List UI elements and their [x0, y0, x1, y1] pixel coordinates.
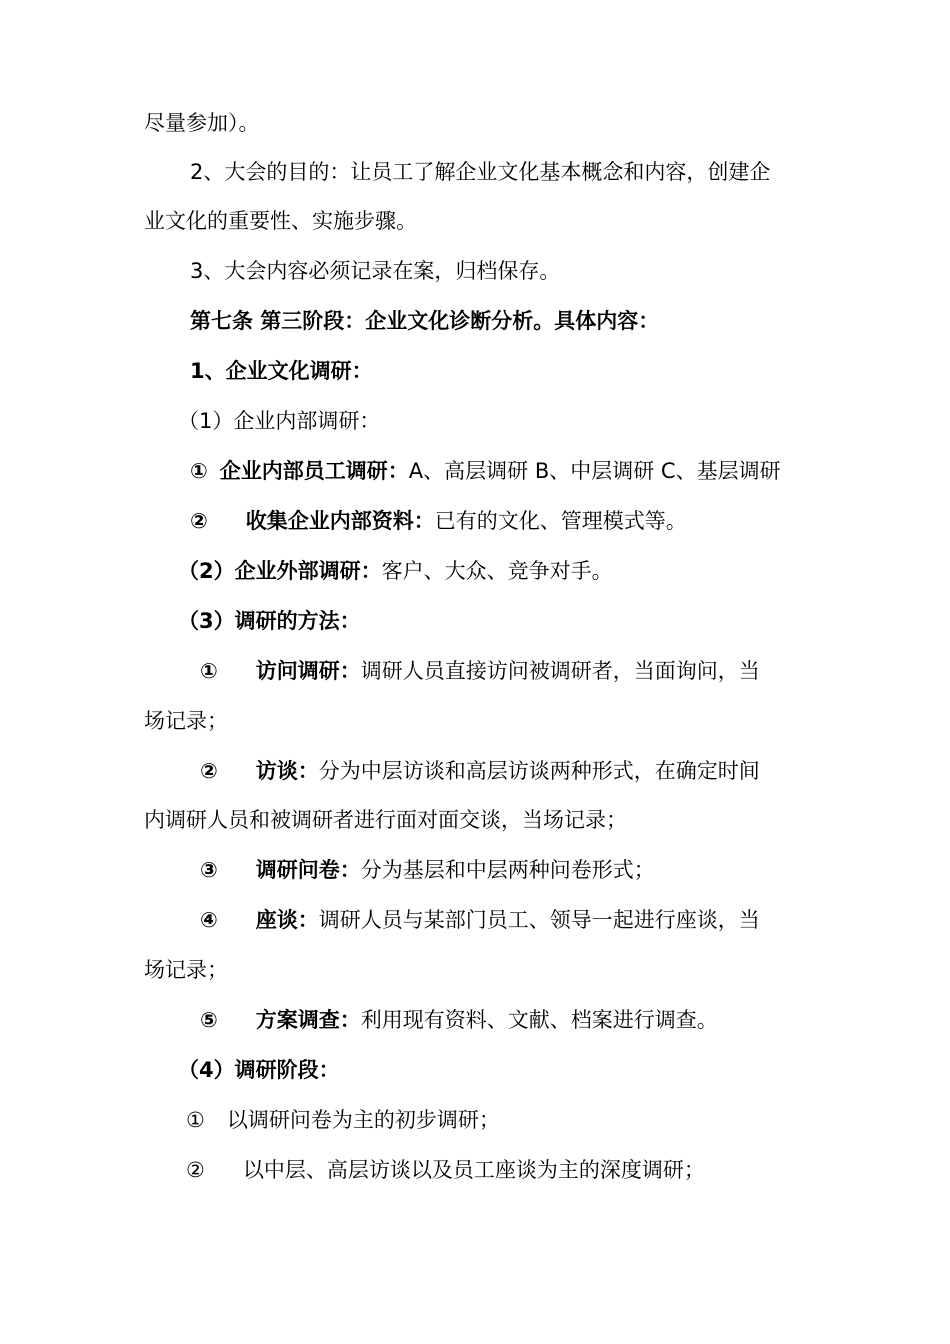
- list-marker: ②: [200, 759, 218, 783]
- item-label: 企业内部员工调研：: [219, 459, 409, 483]
- list-item: [190, 456, 810, 486]
- paragraph-line: 3、大会内容必须记录在案，归档保存。: [190, 259, 561, 283]
- list-marker: ⑤: [200, 1008, 218, 1032]
- item-label: 访问调研：: [255, 659, 361, 683]
- subsection-heading: （3）调研的方法：: [178, 609, 361, 633]
- item-label: 方案调查：: [255, 1008, 361, 1032]
- list-item: [178, 556, 810, 586]
- list-item: [190, 506, 810, 536]
- list-marker: ②: [190, 509, 208, 533]
- paragraph-line: 场记录；: [144, 709, 228, 733]
- paragraph-line: 业文化的重要性、实施步骤。: [144, 209, 417, 233]
- item-text: 分为中层访谈和高层访谈两种形式，在确定时间: [318, 759, 760, 783]
- list-marker: ①: [190, 459, 208, 483]
- paragraph-line: 2、大会的目的：让员工了解企业文化基本概念和内容，创建企: [190, 160, 771, 184]
- item-label: 调研问卷：: [255, 858, 361, 882]
- item-text: A、高层调研 B、中层调研 C、基层调研: [408, 459, 781, 483]
- list-marker: ③: [200, 858, 218, 882]
- list-item: [200, 905, 810, 935]
- item-text: 调研人员直接访问被调研者，当面询问，当: [360, 659, 760, 683]
- section-heading: 第七条 第三阶段：企业文化诊断分析。具体内容：: [190, 309, 660, 333]
- item-text: 调研人员与某部门员工、领导一起进行座谈，当: [318, 908, 760, 932]
- list-item: [200, 855, 810, 885]
- paragraph-line: 场记录；: [144, 958, 228, 982]
- item-text: 以调研问卷为主的初步调研；: [226, 1108, 500, 1132]
- item-label: 座谈：: [255, 908, 319, 932]
- paragraph-line: （1）企业内部调研：: [178, 409, 381, 433]
- list-marker: ④: [200, 908, 218, 932]
- item-text: 已有的文化、管理模式等。: [434, 509, 687, 533]
- list-item: [186, 1105, 810, 1135]
- list-marker: ②: [186, 1158, 205, 1182]
- list-item: [200, 1005, 810, 1035]
- list-marker: ①: [186, 1108, 205, 1132]
- list-item: [200, 756, 810, 786]
- item-text: 客户、大众、竞争对手。: [381, 559, 613, 583]
- item-text: 以中层、高层访谈以及员工座谈为主的深度调研；: [242, 1158, 705, 1182]
- subsection-heading: （4）调研阶段：: [178, 1058, 340, 1082]
- paragraph-line: 尽量参加）。: [144, 111, 260, 135]
- list-item: [186, 1155, 810, 1185]
- item-label: （2）企业外部调研：: [178, 559, 382, 583]
- item-text: 分为基层和中层两种问卷形式；: [360, 858, 655, 882]
- paragraph-line: 内调研人员和被调研者进行面对面交谈，当场记录；: [144, 808, 627, 832]
- list-item: [200, 656, 810, 686]
- subsection-heading: 1、企业文化调研：: [190, 359, 373, 383]
- list-marker: ①: [200, 659, 218, 683]
- item-label: 访谈：: [255, 759, 319, 783]
- item-text: 利用现有资料、文献、档案进行调查。: [360, 1008, 718, 1032]
- item-label: 收集企业内部资料：: [245, 509, 435, 533]
